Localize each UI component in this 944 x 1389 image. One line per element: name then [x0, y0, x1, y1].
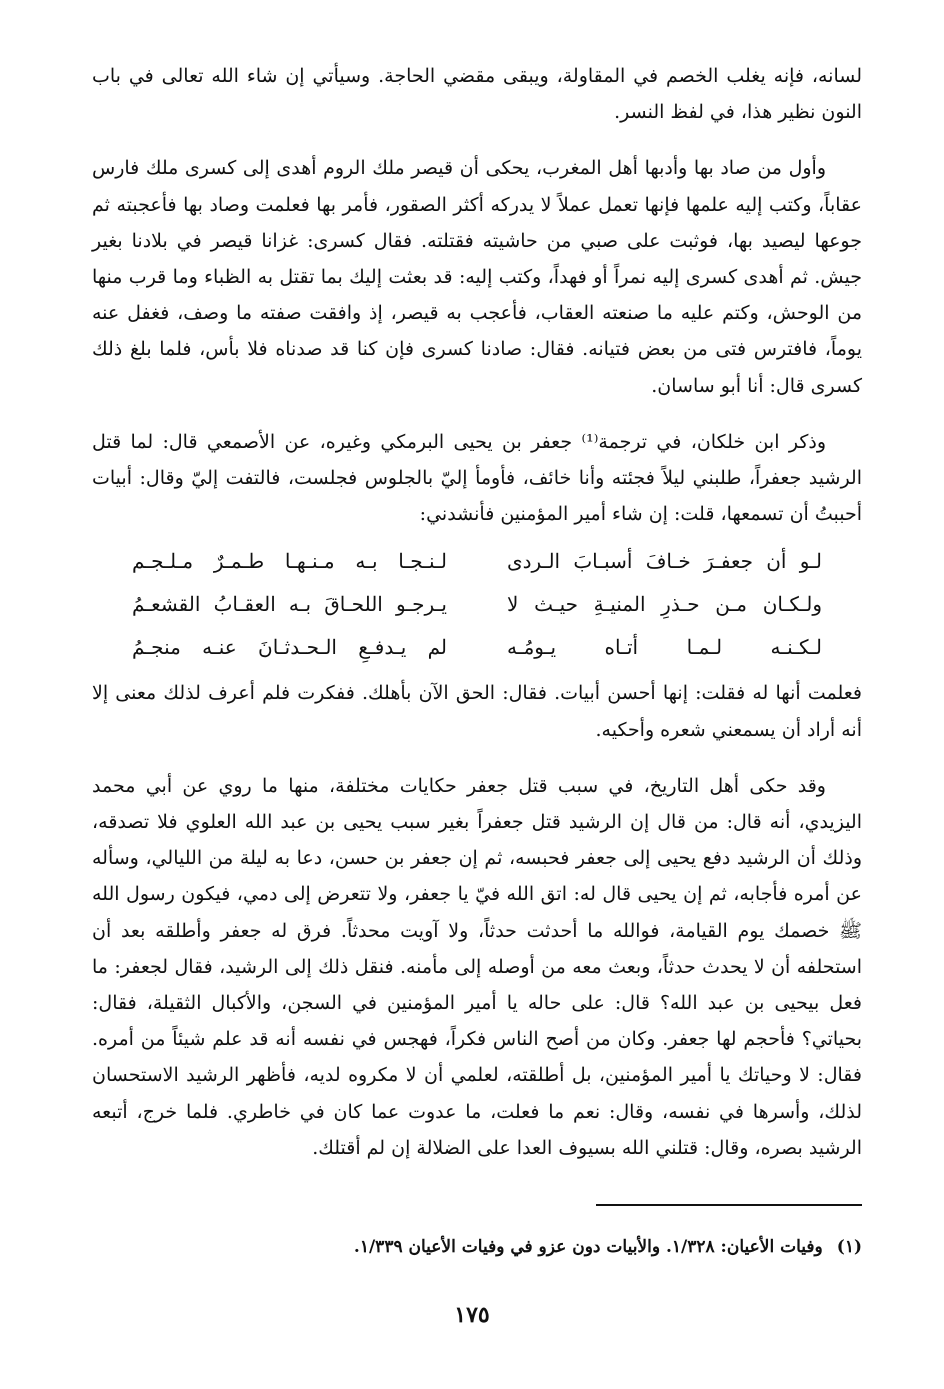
paragraph-1: لسانه، فإنه يغلب الخصم في المقاولة، ويبقى مقضي الحاجة. وسيأتي إن شاء الله تعالى في باب النون نظير هذا، في لفظ النسر. — [92, 65, 862, 124]
poem-verse-2-first: ولـكـان مـن حـذرِ المنيـةِ حيـث لا — [507, 592, 822, 617]
paragraph-gap — [92, 130, 862, 150]
paragraph-2: وأول من صاد بها وأدبها أهل المغرب، يحكى أن قيصر ملك الروم أهدى إلى كسرى ملك فارس عقاباً، وكتب إليه علمها فإنها تعمل عملاً لا يدركه أكثر الصقور، فأمر بها فعلمت وصاد بها فأعجبته ثم جوعها ليصيد بها، فوثبت على صبي من حاشيته فقتلته. فقال كسرى: غزانا قيصر في بلادنا بغير جيش. ثم أهدى كسرى إليه نمراً أو فهداً، وكتب إليه: قد بعثت إليك بما تقتل به الظباء وما قرب منها من الوحش، وكتم عليه ما صنعته العقاب، فأعجب به قيصر، إذ وافقت صفته ما وصف، فغفل عنه يوماً، فافترس فتى من بعض فتيانه. فقال: صادنا كسرى فإن كنا قد صدناه فلا بأس، فلما بلغ ذلك كسرى قال: أنا أبو ساسان. — [92, 157, 862, 397]
poem-verse-3-first: لـكـنـه لـمـا أتـاه يـومُـه — [507, 635, 822, 660]
poem-verse-3-second: لم يـدفـعِ الـحـدثـانَ عنـه منجـمُ — [132, 635, 447, 660]
paragraph-gap — [92, 404, 862, 424]
footnote-separator — [596, 1204, 862, 1206]
footnote — [92, 1233, 862, 1261]
footnote-number: (١) — [836, 1237, 862, 1257]
footnote-text: وفيات الأعيان: ١/٣٢٨. والأبيات دون عزو في وفيات الأعيان ١/٣٣٩. — [353, 1237, 823, 1257]
poem — [132, 540, 822, 669]
paragraph-gap — [92, 748, 862, 768]
paragraph-3: وذكر ابن خلكان، في ترجمة⁽¹⁾ جعفر بن يحيى البرمكي وغيره، عن الأصمعي قال: لما قتل الرشيد جعفراً، طلبني ليلاً فجئته وأنا خائف، فأومأ إليّ بالجلوس فجلست، فالتفت إليّ وقال: أبيات أحببتُ أن تسمعها، قلت: إن شاء أمير المؤمنين فأنشدني: — [92, 430, 862, 526]
paragraph-5: وقد حكى أهل التاريخ، في سبب قتل جعفر حكايات مختلفة، منها ما روي عن أبي محمد اليزيدي، أنه قال: من قال إن الرشيد قتل جعفراً بغير سبب يحيى بن عبد الله العلوي فلا تصدقه، وذلك أن الرشيد دفع يحيى إلى جعفر فحبسه، ثم إن جعفر بن حسن، دعا به ليلة من الليالي، وسأله عن أمره فأجابه، ثم إن يحيى قال له: اتق الله فيّ يا جعفر، ولا تتعرض إلى دمي، فيكون رسول الله ﷺ خصمك يوم القيامة، فوالله ما أحدثت حدثاً، ولا آويت محدثاً. فرق له جعفر وأطلقه بعد أن استحلفه أن لا يحدث حدثاً، وبعث معه من أوصله إلى مأمنه. فنقل ذلك إلى الرشيد، فقال لجعفر: ما فعل بيحيى بن عبد الله؟ قال: على حاله يا أمير المؤمنين في السجن، والأكبال الثقيلة، فقال: بحياتي؟ فأحجم لها جعفر. وكان من أصح الناس فكراً، فهجس في نفسه أنه قد علم شيئاً من أمره. فقال: لا وحياتك يا أمير المؤمنين، بل أطلقته، لعلمي أن لا مكروه لديه، فأظهر الرشيد الاستحسان لذلك، وأسرها في نفسه، وقال: نعم ما فعلت، ما عدوت عما كان في خاطري. فلما خرج، أتبعه الرشيد بصره، وقال: قتلني الله بسيوف العدا على الضلالة إن لم أقتلك. — [92, 774, 862, 1159]
poem-verse-2-second: يـرجـو اللحـاقَ بـه العقـابُ القشعـمُ — [132, 592, 447, 617]
poem-verse-1-first: لـو أن جعفـرَ خـافَ أسبـابَ الـردى — [507, 549, 822, 574]
paragraph-4: فعلمت أنها له فقلت: إنها أحسن أبيات. فقال: الحق الآن بأهلك. ففكرت فلم أعرف لذلك معنى إلا أنه أراد أن يسمعني شعره وأحكيه. — [92, 682, 862, 741]
page-number: ١٧٥ — [454, 1302, 490, 1328]
poem-verse-1-second: لـنـجـا بـه مـنـهـا طـمـرٌ مـلـجـم — [132, 549, 447, 574]
